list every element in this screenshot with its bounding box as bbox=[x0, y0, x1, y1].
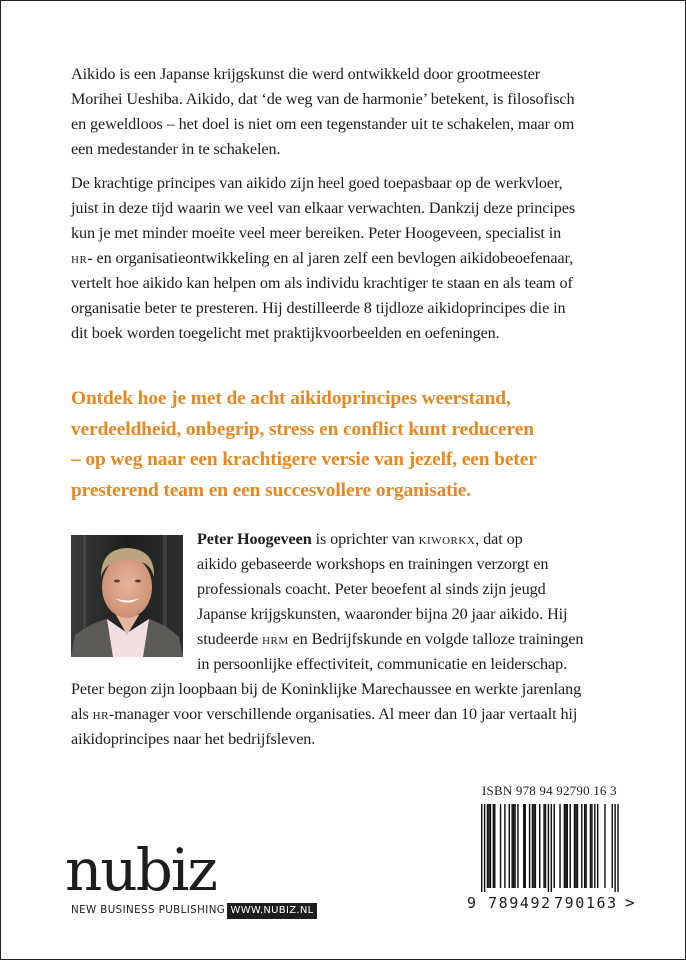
barcode-bar bbox=[532, 804, 533, 888]
barcode-bar bbox=[487, 804, 488, 888]
highlight-line: Ontdek hoe je met de acht aikidoprincipes weerstand, bbox=[71, 388, 511, 409]
description-paragraph bbox=[71, 171, 641, 346]
barcode-bar bbox=[488, 804, 489, 888]
highlight-line: presterend team en een succesvollere organisatie. bbox=[71, 479, 472, 501]
barcode-bar bbox=[509, 804, 510, 888]
barcode-bar bbox=[513, 804, 514, 888]
publisher-tagline: NEW BUSINESS PUBLISHING bbox=[71, 904, 226, 916]
barcode-bar bbox=[517, 804, 518, 888]
barcode-bar bbox=[617, 804, 618, 892]
barcode-bar bbox=[597, 804, 598, 888]
barcode-bar bbox=[493, 804, 494, 888]
publisher-logo: nubiz bbox=[65, 836, 216, 904]
description-line: vertelt hoe aikido kan helpen om als individu krachtiger te staan en als team of bbox=[71, 274, 573, 292]
barcode-bar bbox=[484, 804, 485, 892]
description-line: kun je met minder moeite veel meer bereiken. Peter Hoogeveen, specialist in bbox=[71, 224, 562, 242]
hrm-abbreviation: hrm bbox=[262, 630, 289, 648]
barcode-bar bbox=[585, 804, 586, 888]
barcode-bar bbox=[525, 804, 526, 888]
barcode-bar bbox=[533, 804, 534, 888]
description-line: dit boek worden toegelicht met praktijkvoorbeelden en oefeningen. bbox=[71, 324, 500, 342]
barcode-bar bbox=[529, 804, 530, 888]
author-portrait-image bbox=[71, 535, 183, 657]
barcode-bar bbox=[590, 804, 591, 888]
author-bio-continued bbox=[71, 677, 641, 752]
author-bio-text: als bbox=[71, 705, 93, 723]
author-bio-text: , dat op bbox=[475, 530, 523, 548]
barcode-bar bbox=[567, 804, 568, 888]
barcode-bar bbox=[584, 804, 585, 888]
author-bio-text: studeerde bbox=[197, 630, 263, 648]
barcode-bar bbox=[545, 804, 546, 888]
barcode-bar bbox=[565, 804, 566, 888]
barcode-bar bbox=[481, 804, 482, 892]
author-bio-line: aikido gebaseerde workshops en trainingen verzorgt en bbox=[197, 555, 549, 573]
barcode-digit-first: 9 bbox=[467, 894, 478, 912]
barcode-bar bbox=[554, 804, 555, 888]
barcode-bar bbox=[581, 804, 582, 888]
isbn-label: ISBN 978 94 92790 16 3 bbox=[482, 783, 617, 798]
author-bio-line: professionals coacht. Peter beoefent al sinds zijn jeugd bbox=[197, 580, 546, 598]
intro-line: en geweldloos – het doel is niet om een tegenstander uit te schakelen, maar om bbox=[71, 115, 575, 133]
intro-paragraph bbox=[71, 62, 641, 162]
author-bio-line bbox=[71, 702, 641, 727]
barcode-quiet-zone-arrow: > bbox=[625, 893, 637, 912]
highlight-line: verdeeldheid, onbegrip, stress en conflict kunt reduceren bbox=[71, 418, 534, 440]
barcode-bar bbox=[569, 804, 570, 888]
author-bio-line bbox=[197, 627, 647, 652]
barcode-bar bbox=[612, 804, 613, 888]
author-bio-line: in persoonlijke effectiviteit, communicatie en leiderschap. bbox=[197, 655, 568, 673]
barcode-bar bbox=[574, 804, 575, 888]
company-name: kiworkx bbox=[418, 530, 476, 548]
barcode-bar bbox=[514, 804, 515, 888]
barcode-bar bbox=[539, 804, 540, 888]
barcode-bar bbox=[594, 804, 595, 888]
author-bio-text: is oprichter van bbox=[311, 530, 419, 548]
barcode-bar bbox=[490, 804, 491, 888]
author-bio-line: aikidoprincipes naar het bedrijfsleven. bbox=[71, 730, 316, 748]
barcode-digits-right: 790163 bbox=[554, 894, 618, 912]
barcode-bar bbox=[500, 804, 501, 888]
author-bio bbox=[197, 527, 647, 677]
highlight-line: – op weg naar een krachtigere versie van jezelf, een beter bbox=[71, 449, 537, 470]
isbn-barcode bbox=[481, 804, 619, 892]
intro-line: Aikido is een Japanse krijgskunst die werd ontwikkeld door grootmeester bbox=[71, 65, 540, 83]
barcode-bar bbox=[575, 804, 576, 888]
barcode-bar bbox=[504, 804, 505, 888]
description-line: De krachtige principes van aikido zijn heel goed toepasbaar op de werkvloer, bbox=[71, 174, 563, 192]
barcode-bar bbox=[564, 804, 565, 888]
intro-line: een medestander in te schakelen. bbox=[71, 140, 281, 158]
author-bio-line bbox=[197, 527, 647, 552]
barcode-bar bbox=[548, 804, 549, 892]
description-line bbox=[71, 246, 641, 271]
barcode-bar bbox=[604, 804, 605, 888]
barcode-bar bbox=[551, 804, 552, 892]
hr-abbreviation: hr bbox=[71, 249, 88, 267]
publisher-website: WWW.NUBIZ.NL bbox=[227, 903, 317, 919]
barcode-bar bbox=[614, 804, 615, 892]
barcode-bar bbox=[511, 804, 512, 888]
highlight-pitch bbox=[71, 384, 651, 506]
barcode-bar bbox=[535, 804, 536, 888]
barcode-bar bbox=[543, 804, 544, 888]
hr-abbreviation: hr bbox=[92, 705, 109, 723]
author-bio-line: Japanse krijgskunsten, waaronder bijna 20 jaar aikido. Hij bbox=[197, 605, 568, 623]
description-line: organisatie beter te presteren. Hij destilleerde 8 tijdloze aikidoprincipes die in bbox=[71, 299, 566, 317]
barcode-bar bbox=[577, 804, 578, 888]
author-bio-text: -manager voor verschillende organisaties. Al meer dan 10 jaar vertaalt hij bbox=[108, 705, 578, 723]
author-photo bbox=[71, 535, 183, 657]
barcode-digits-left: 789492 bbox=[488, 894, 552, 912]
author-bio-text: en Bedrijfskunde en volgde talloze trainingen bbox=[288, 630, 584, 648]
description-line-text: - en organisatieontwikkeling en al jaren zelf een bevlogen aikidobeoefenaar, bbox=[87, 249, 574, 267]
author-bio-line: Peter begon zijn loopbaan bij de Koninklijke Marechaussee en werkte jarenlang bbox=[71, 680, 582, 698]
barcode-bar bbox=[559, 804, 560, 888]
author-name: Peter Hoogeveen bbox=[197, 530, 312, 548]
barcode-bar bbox=[523, 804, 524, 888]
barcode-bar bbox=[494, 804, 495, 888]
barcode-bar bbox=[591, 804, 592, 888]
intro-line: Morihei Ueshiba. Aikido, dat ‘de weg van de harmonie’ betekent, is filosofisch bbox=[71, 90, 575, 108]
description-line: juist in deze tijd waarin we veel van elkaar verwachten. Dankzij deze principes bbox=[71, 199, 576, 217]
